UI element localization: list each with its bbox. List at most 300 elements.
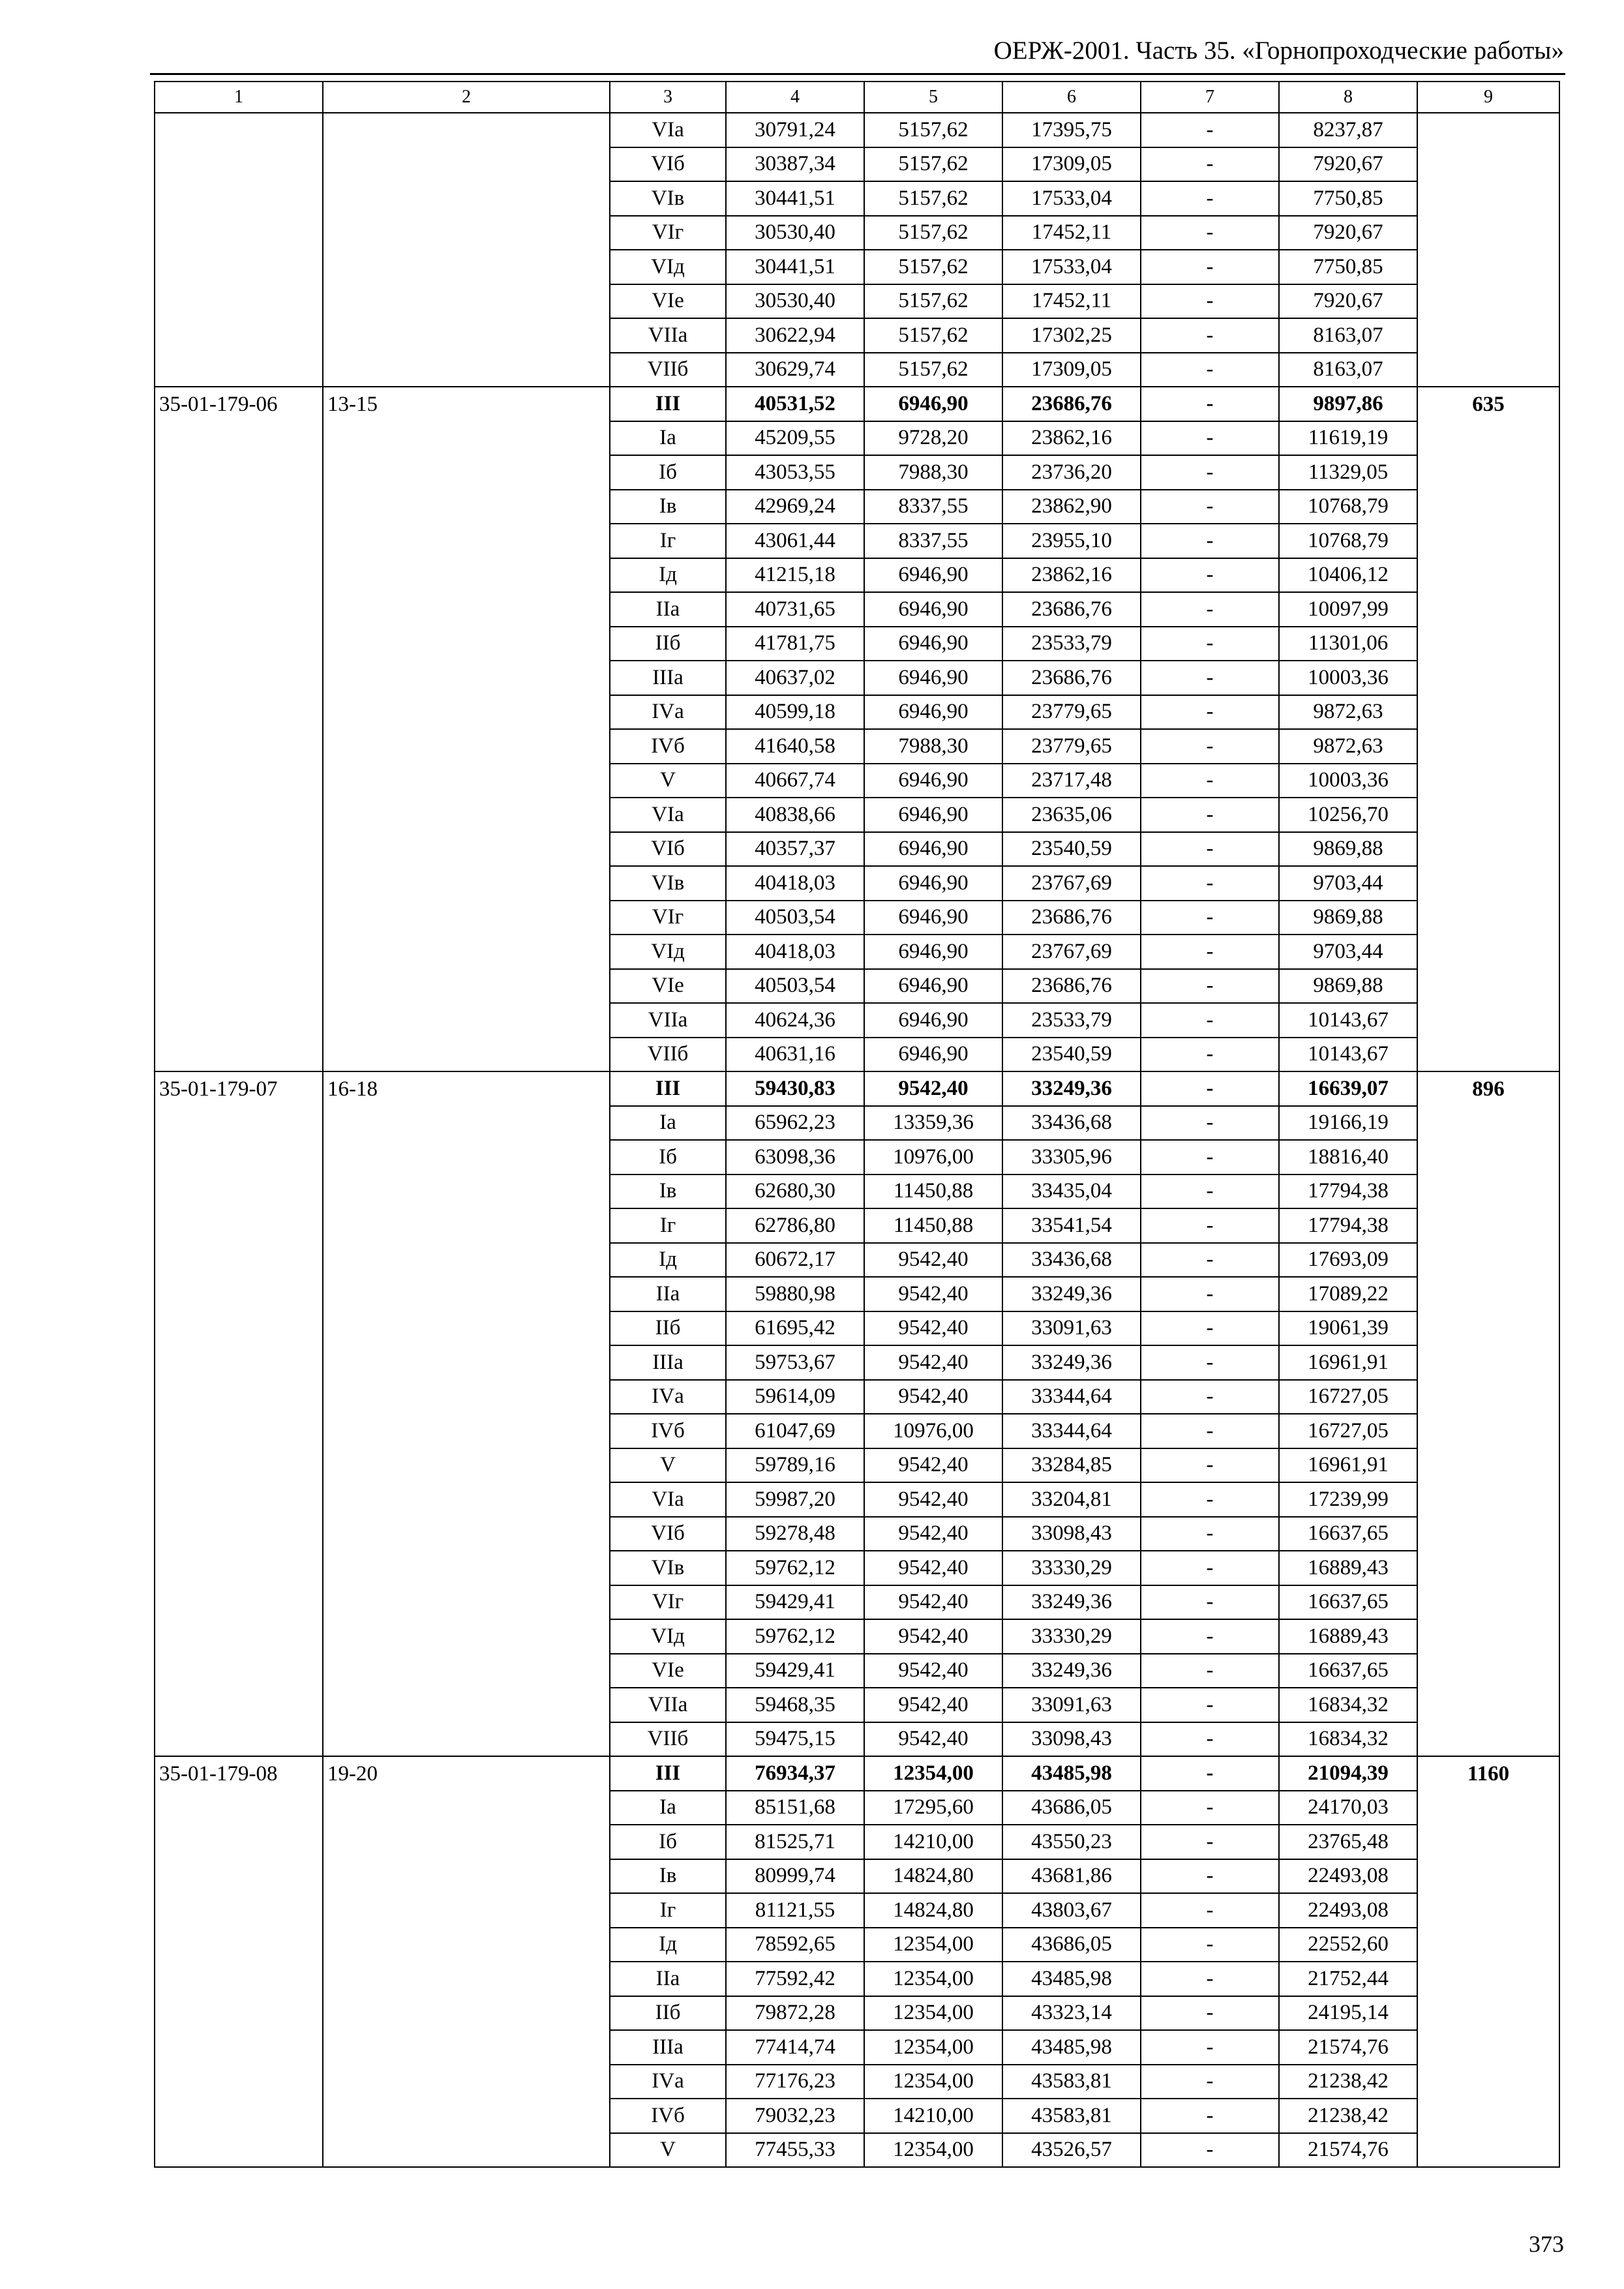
- materials-cost-cell: -: [1141, 387, 1279, 421]
- worker-wages-cell: 10143,67: [1279, 1003, 1417, 1038]
- worker-wages-cell: 19061,39: [1279, 1311, 1417, 1346]
- worker-wages-cell: 22493,08: [1279, 1893, 1417, 1928]
- operator-wages-cell: 6946,90: [864, 661, 1002, 695]
- page-header-title: ОЕРЖ-2001. Часть 35. «Горнопроходческие работы»: [993, 37, 1564, 65]
- labor-total: [1417, 113, 1559, 387]
- operator-wages-cell: 9542,40: [864, 1688, 1002, 1722]
- materials-cost-cell: -: [1141, 1791, 1279, 1825]
- worker-wages-cell: 16834,32: [1279, 1722, 1417, 1757]
- operator-wages-cell: 6946,90: [864, 592, 1002, 627]
- column-number: 5: [864, 82, 1002, 113]
- operator-wages-cell: 5157,62: [864, 181, 1002, 216]
- materials-cost-cell: -: [1141, 1893, 1279, 1928]
- materials-cost-cell: -: [1141, 1825, 1279, 1859]
- condition-code-cell: VIе: [610, 1654, 726, 1688]
- materials-cost-cell: -: [1141, 1551, 1279, 1585]
- operator-wages-cell: 5157,62: [864, 284, 1002, 319]
- table-row: [155, 1071, 1559, 1106]
- direct-costs-cell: 41640,58: [726, 729, 864, 764]
- direct-costs-cell: 59753,67: [726, 1345, 864, 1380]
- direct-costs-cell: 61047,69: [726, 1414, 864, 1448]
- worker-wages-cell: 10406,12: [1279, 558, 1417, 593]
- operator-wages-cell: 14210,00: [864, 1825, 1002, 1859]
- condition-code-cell: VIа: [610, 798, 726, 832]
- norm-code: 35-01-179-08: [155, 1756, 323, 2167]
- operator-wages-cell: 10976,00: [864, 1414, 1002, 1448]
- materials-cost-cell: -: [1141, 2065, 1279, 2099]
- worker-wages-cell: 19166,19: [1279, 1106, 1417, 1141]
- direct-costs-cell: 59475,15: [726, 1722, 864, 1757]
- direct-costs-cell: 40838,66: [726, 798, 864, 832]
- condition-code-cell: VIе: [610, 284, 726, 319]
- direct-costs-cell: 43053,55: [726, 455, 864, 490]
- direct-costs-cell: 59429,41: [726, 1654, 864, 1688]
- norm-code: [155, 113, 323, 387]
- worker-wages-cell: 10256,70: [1279, 798, 1417, 832]
- operator-wages-cell: 12354,00: [864, 2065, 1002, 2099]
- condition-code-cell: IIб: [610, 1996, 726, 2031]
- column-number: 9: [1417, 82, 1559, 113]
- worker-wages-cell: 10097,99: [1279, 592, 1417, 627]
- worker-wages-cell: 24195,14: [1279, 1996, 1417, 2031]
- operator-wages-cell: 7988,30: [864, 455, 1002, 490]
- condition-code-cell: Iв: [610, 490, 726, 524]
- machine-costs-cell: 17452,11: [1002, 216, 1141, 250]
- materials-cost-cell: -: [1141, 832, 1279, 867]
- condition-code-cell: VIIа: [610, 1688, 726, 1722]
- direct-costs-cell: 43061,44: [726, 524, 864, 558]
- operator-wages-cell: 6946,90: [864, 935, 1002, 969]
- worker-wages-cell: 10143,67: [1279, 1038, 1417, 1072]
- worker-wages-cell: 7750,85: [1279, 181, 1417, 216]
- materials-cost-cell: -: [1141, 1654, 1279, 1688]
- direct-costs-cell: 30530,40: [726, 216, 864, 250]
- materials-cost-cell: -: [1141, 524, 1279, 558]
- machine-costs-cell: 33305,96: [1002, 1140, 1141, 1174]
- direct-costs-cell: 30629,74: [726, 353, 864, 387]
- machine-costs-cell: 43583,81: [1002, 2065, 1141, 2099]
- worker-wages-cell: 16889,43: [1279, 1551, 1417, 1585]
- column-number: 7: [1141, 82, 1279, 113]
- machine-costs-cell: 23862,90: [1002, 490, 1141, 524]
- machine-costs-cell: 23767,69: [1002, 935, 1141, 969]
- condition-code-cell: Iд: [610, 1928, 726, 1962]
- condition-code-cell: V: [610, 764, 726, 798]
- direct-costs-cell: 40631,16: [726, 1038, 864, 1072]
- materials-cost-cell: -: [1141, 2133, 1279, 2168]
- worker-wages-cell: 8237,87: [1279, 113, 1417, 147]
- operator-wages-cell: 5157,62: [864, 216, 1002, 250]
- direct-costs-cell: 30791,24: [726, 113, 864, 147]
- condition-code-cell: Iг: [610, 1893, 726, 1928]
- direct-costs-cell: 59614,09: [726, 1380, 864, 1414]
- materials-cost-cell: -: [1141, 1448, 1279, 1483]
- condition-code-cell: VIб: [610, 1517, 726, 1551]
- materials-cost-cell: -: [1141, 1585, 1279, 1620]
- machine-costs-cell: 33249,36: [1002, 1345, 1141, 1380]
- table-row: [155, 113, 1559, 147]
- worker-wages-cell: 22552,60: [1279, 1928, 1417, 1962]
- worker-wages-cell: 21574,76: [1279, 2133, 1417, 2168]
- condition-code-cell: VIIб: [610, 1722, 726, 1757]
- condition-code-cell: VIIа: [610, 1003, 726, 1038]
- operator-wages-cell: 6946,90: [864, 969, 1002, 1004]
- condition-code-cell: VIд: [610, 1619, 726, 1654]
- materials-cost-cell: -: [1141, 592, 1279, 627]
- condition-code-cell: Iб: [610, 1140, 726, 1174]
- condition-code-cell: VIв: [610, 181, 726, 216]
- machine-costs-cell: 33098,43: [1002, 1517, 1141, 1551]
- materials-cost-cell: -: [1141, 113, 1279, 147]
- direct-costs-cell: 62786,80: [726, 1208, 864, 1243]
- operator-wages-cell: 12354,00: [864, 1996, 1002, 2031]
- worker-wages-cell: 9869,88: [1279, 969, 1417, 1004]
- operator-wages-cell: 6946,90: [864, 627, 1002, 661]
- machine-costs-cell: 33344,64: [1002, 1414, 1141, 1448]
- materials-cost-cell: -: [1141, 353, 1279, 387]
- machine-costs-cell: 23540,59: [1002, 832, 1141, 867]
- direct-costs-cell: 85151,68: [726, 1791, 864, 1825]
- machine-costs-cell: 23533,79: [1002, 627, 1141, 661]
- worker-wages-cell: 7920,67: [1279, 216, 1417, 250]
- condition-code-cell: VIIб: [610, 353, 726, 387]
- operator-wages-cell: 6946,90: [864, 558, 1002, 593]
- direct-costs-cell: 79032,23: [726, 2099, 864, 2133]
- column-number: 6: [1002, 82, 1141, 113]
- materials-cost-cell: -: [1141, 1243, 1279, 1278]
- worker-wages-cell: 23765,48: [1279, 1825, 1417, 1859]
- condition-code-cell: VIг: [610, 216, 726, 250]
- direct-costs-cell: 77455,33: [726, 2133, 864, 2168]
- condition-code-cell: IIа: [610, 1277, 726, 1311]
- materials-cost-cell: -: [1141, 318, 1279, 353]
- direct-costs-cell: 45209,55: [726, 421, 864, 456]
- condition-code-cell: VIд: [610, 935, 726, 969]
- condition-code-cell: Iб: [610, 455, 726, 490]
- operator-wages-cell: 12354,00: [864, 1962, 1002, 1996]
- direct-costs-cell: 76934,37: [726, 1756, 864, 1791]
- worker-wages-cell: 21094,39: [1279, 1756, 1417, 1791]
- machine-costs-cell: 33541,54: [1002, 1208, 1141, 1243]
- operator-wages-cell: 13359,36: [864, 1106, 1002, 1141]
- condition-code-cell: IVа: [610, 1380, 726, 1414]
- worker-wages-cell: 16961,91: [1279, 1448, 1417, 1483]
- condition-code-cell: IVб: [610, 1414, 726, 1448]
- materials-cost-cell: -: [1141, 866, 1279, 901]
- worker-wages-cell: 17239,99: [1279, 1482, 1417, 1517]
- direct-costs-cell: 30387,34: [726, 147, 864, 182]
- machine-costs-cell: 33249,36: [1002, 1585, 1141, 1620]
- worker-wages-cell: 8163,07: [1279, 353, 1417, 387]
- machine-costs-cell: 43485,98: [1002, 1756, 1141, 1791]
- machine-costs-cell: 17309,05: [1002, 353, 1141, 387]
- materials-cost-cell: -: [1141, 1722, 1279, 1757]
- direct-costs-cell: 61695,42: [726, 1311, 864, 1346]
- machine-costs-cell: 43686,05: [1002, 1791, 1141, 1825]
- direct-costs-cell: 40599,18: [726, 695, 864, 730]
- direct-costs-cell: 40731,65: [726, 592, 864, 627]
- machine-costs-cell: 33249,36: [1002, 1277, 1141, 1311]
- materials-cost-cell: -: [1141, 421, 1279, 456]
- worker-wages-cell: 16639,07: [1279, 1071, 1417, 1106]
- operator-wages-cell: 6946,90: [864, 832, 1002, 867]
- materials-cost-cell: -: [1141, 490, 1279, 524]
- condition-code-cell: IVа: [610, 2065, 726, 2099]
- direct-costs-cell: 30441,51: [726, 250, 864, 284]
- machine-costs-cell: 23862,16: [1002, 558, 1141, 593]
- worker-wages-cell: 18816,40: [1279, 1140, 1417, 1174]
- worker-wages-cell: 7920,67: [1279, 147, 1417, 182]
- operator-wages-cell: 6946,90: [864, 1003, 1002, 1038]
- table-row: [155, 387, 1559, 421]
- operator-wages-cell: 11450,88: [864, 1208, 1002, 1243]
- materials-cost-cell: -: [1141, 1038, 1279, 1072]
- norm-range: 16-18: [323, 1071, 610, 1756]
- machine-costs-cell: 33435,04: [1002, 1174, 1141, 1209]
- materials-cost-cell: -: [1141, 729, 1279, 764]
- machine-costs-cell: 43550,23: [1002, 1825, 1141, 1859]
- norm-range: 19-20: [323, 1756, 610, 2167]
- machine-costs-cell: 23767,69: [1002, 866, 1141, 901]
- column-number: 8: [1279, 82, 1417, 113]
- condition-code-cell: IVб: [610, 2099, 726, 2133]
- operator-wages-cell: 8337,55: [864, 490, 1002, 524]
- norms-table: [154, 81, 1560, 2168]
- materials-cost-cell: -: [1141, 1414, 1279, 1448]
- direct-costs-cell: 65962,23: [726, 1106, 864, 1141]
- worker-wages-cell: 22493,08: [1279, 1859, 1417, 1894]
- operator-wages-cell: 10976,00: [864, 1140, 1002, 1174]
- condition-code-cell: VIIб: [610, 1038, 726, 1072]
- condition-code-cell: Iа: [610, 421, 726, 456]
- condition-code-cell: IIб: [610, 1311, 726, 1346]
- worker-wages-cell: 16961,91: [1279, 1345, 1417, 1380]
- worker-wages-cell: 9869,88: [1279, 832, 1417, 867]
- condition-code-cell: Iв: [610, 1859, 726, 1894]
- operator-wages-cell: 12354,00: [864, 2030, 1002, 2065]
- direct-costs-cell: 62680,30: [726, 1174, 864, 1209]
- labor-total: 635: [1417, 387, 1559, 1071]
- machine-costs-cell: 23686,76: [1002, 387, 1141, 421]
- header-rule: [150, 73, 1565, 75]
- machine-costs-cell: 43485,98: [1002, 2030, 1141, 2065]
- machine-costs-cell: 17302,25: [1002, 318, 1141, 353]
- condition-code-cell: VIб: [610, 832, 726, 867]
- labor-total: 896: [1417, 1071, 1559, 1756]
- condition-code-cell: Iв: [610, 1174, 726, 1209]
- machine-costs-cell: 17309,05: [1002, 147, 1141, 182]
- condition-code-cell: III: [610, 387, 726, 421]
- machine-costs-cell: 23862,16: [1002, 421, 1141, 456]
- machine-costs-cell: 23686,76: [1002, 592, 1141, 627]
- operator-wages-cell: 6946,90: [864, 866, 1002, 901]
- operator-wages-cell: 5157,62: [864, 147, 1002, 182]
- machine-costs-cell: 43526,57: [1002, 2133, 1141, 2168]
- operator-wages-cell: 17295,60: [864, 1791, 1002, 1825]
- machine-costs-cell: 23686,76: [1002, 661, 1141, 695]
- materials-cost-cell: -: [1141, 2099, 1279, 2133]
- operator-wages-cell: 6946,90: [864, 764, 1002, 798]
- machine-costs-cell: 33091,63: [1002, 1688, 1141, 1722]
- materials-cost-cell: -: [1141, 1003, 1279, 1038]
- operator-wages-cell: 9542,40: [864, 1311, 1002, 1346]
- condition-code-cell: VIг: [610, 901, 726, 935]
- materials-cost-cell: -: [1141, 1106, 1279, 1141]
- operator-wages-cell: 9542,40: [864, 1551, 1002, 1585]
- worker-wages-cell: 7920,67: [1279, 284, 1417, 319]
- worker-wages-cell: 10768,79: [1279, 524, 1417, 558]
- machine-costs-cell: 33330,29: [1002, 1551, 1141, 1585]
- norm-range: [323, 113, 610, 387]
- worker-wages-cell: 17693,09: [1279, 1243, 1417, 1278]
- machine-costs-cell: 23779,65: [1002, 695, 1141, 730]
- condition-code-cell: Iг: [610, 1208, 726, 1243]
- materials-cost-cell: -: [1141, 1071, 1279, 1106]
- machine-costs-cell: 33344,64: [1002, 1380, 1141, 1414]
- direct-costs-cell: 63098,36: [726, 1140, 864, 1174]
- direct-costs-cell: 80999,74: [726, 1859, 864, 1894]
- condition-code-cell: IIа: [610, 592, 726, 627]
- column-number: 4: [726, 82, 864, 113]
- norm-code: 35-01-179-07: [155, 1071, 323, 1756]
- operator-wages-cell: 9542,40: [864, 1380, 1002, 1414]
- operator-wages-cell: 9542,40: [864, 1654, 1002, 1688]
- operator-wages-cell: 7988,30: [864, 729, 1002, 764]
- direct-costs-cell: 30530,40: [726, 284, 864, 319]
- column-number: 1: [155, 82, 323, 113]
- machine-costs-cell: 33098,43: [1002, 1722, 1141, 1757]
- direct-costs-cell: 40357,37: [726, 832, 864, 867]
- machine-costs-cell: 43686,05: [1002, 1928, 1141, 1962]
- operator-wages-cell: 14824,80: [864, 1893, 1002, 1928]
- operator-wages-cell: 12354,00: [864, 1928, 1002, 1962]
- machine-costs-cell: 33249,36: [1002, 1654, 1141, 1688]
- direct-costs-cell: 40503,54: [726, 969, 864, 1004]
- condition-code-cell: Iд: [610, 558, 726, 593]
- worker-wages-cell: 16637,65: [1279, 1585, 1417, 1620]
- machine-costs-cell: 23736,20: [1002, 455, 1141, 490]
- worker-wages-cell: 10768,79: [1279, 490, 1417, 524]
- worker-wages-cell: 11301,06: [1279, 627, 1417, 661]
- operator-wages-cell: 9728,20: [864, 421, 1002, 456]
- page-number: 373: [1529, 2231, 1564, 2257]
- machine-costs-cell: 33284,85: [1002, 1448, 1141, 1483]
- condition-code-cell: VIв: [610, 866, 726, 901]
- materials-cost-cell: -: [1141, 558, 1279, 593]
- worker-wages-cell: 24170,03: [1279, 1791, 1417, 1825]
- condition-code-cell: IIIа: [610, 2030, 726, 2065]
- machine-costs-cell: 43681,86: [1002, 1859, 1141, 1894]
- machine-costs-cell: 23779,65: [1002, 729, 1141, 764]
- operator-wages-cell: 12354,00: [864, 2133, 1002, 2168]
- operator-wages-cell: 9542,40: [864, 1722, 1002, 1757]
- direct-costs-cell: 77176,23: [726, 2065, 864, 2099]
- worker-wages-cell: 9869,88: [1279, 901, 1417, 935]
- condition-code-cell: VIа: [610, 113, 726, 147]
- machine-costs-cell: 33436,68: [1002, 1106, 1141, 1141]
- machine-costs-cell: 33091,63: [1002, 1311, 1141, 1346]
- worker-wages-cell: 17794,38: [1279, 1208, 1417, 1243]
- column-number: 2: [323, 82, 610, 113]
- condition-code-cell: IIIа: [610, 1345, 726, 1380]
- materials-cost-cell: -: [1141, 901, 1279, 935]
- machine-costs-cell: 23955,10: [1002, 524, 1141, 558]
- operator-wages-cell: 5157,62: [864, 353, 1002, 387]
- condition-code-cell: VIд: [610, 250, 726, 284]
- materials-cost-cell: -: [1141, 1688, 1279, 1722]
- direct-costs-cell: 81121,55: [726, 1893, 864, 1928]
- worker-wages-cell: 16727,05: [1279, 1380, 1417, 1414]
- worker-wages-cell: 21752,44: [1279, 1962, 1417, 1996]
- machine-costs-cell: 17395,75: [1002, 113, 1141, 147]
- materials-cost-cell: -: [1141, 695, 1279, 730]
- condition-code-cell: VIв: [610, 1551, 726, 1585]
- condition-code-cell: V: [610, 2133, 726, 2168]
- machine-costs-cell: 17533,04: [1002, 181, 1141, 216]
- operator-wages-cell: 14210,00: [864, 2099, 1002, 2133]
- worker-wages-cell: 9703,44: [1279, 866, 1417, 901]
- operator-wages-cell: 5157,62: [864, 318, 1002, 353]
- worker-wages-cell: 10003,36: [1279, 661, 1417, 695]
- machine-costs-cell: 23717,48: [1002, 764, 1141, 798]
- operator-wages-cell: 8337,55: [864, 524, 1002, 558]
- operator-wages-cell: 6946,90: [864, 695, 1002, 730]
- direct-costs-cell: 30441,51: [726, 181, 864, 216]
- direct-costs-cell: 59987,20: [726, 1482, 864, 1517]
- materials-cost-cell: -: [1141, 1140, 1279, 1174]
- operator-wages-cell: 6946,90: [864, 901, 1002, 935]
- condition-code-cell: III: [610, 1756, 726, 1791]
- condition-code-cell: Iг: [610, 524, 726, 558]
- operator-wages-cell: 9542,40: [864, 1071, 1002, 1106]
- materials-cost-cell: -: [1141, 661, 1279, 695]
- condition-code-cell: VIа: [610, 1482, 726, 1517]
- materials-cost-cell: -: [1141, 1859, 1279, 1894]
- machine-costs-cell: 43583,81: [1002, 2099, 1141, 2133]
- direct-costs-cell: 41215,18: [726, 558, 864, 593]
- materials-cost-cell: -: [1141, 455, 1279, 490]
- condition-code-cell: IIб: [610, 627, 726, 661]
- operator-wages-cell: 5157,62: [864, 250, 1002, 284]
- direct-costs-cell: 59278,48: [726, 1517, 864, 1551]
- machine-costs-cell: 23686,76: [1002, 969, 1141, 1004]
- materials-cost-cell: -: [1141, 1996, 1279, 2031]
- direct-costs-cell: 77414,74: [726, 2030, 864, 2065]
- condition-code-cell: VIб: [610, 147, 726, 182]
- column-number: 3: [610, 82, 726, 113]
- operator-wages-cell: 9542,40: [864, 1517, 1002, 1551]
- direct-costs-cell: 40637,02: [726, 661, 864, 695]
- direct-costs-cell: 81525,71: [726, 1825, 864, 1859]
- norm-code: 35-01-179-06: [155, 387, 323, 1071]
- worker-wages-cell: 17089,22: [1279, 1277, 1417, 1311]
- materials-cost-cell: -: [1141, 798, 1279, 832]
- materials-cost-cell: -: [1141, 284, 1279, 319]
- condition-code-cell: Iд: [610, 1243, 726, 1278]
- worker-wages-cell: 16834,32: [1279, 1688, 1417, 1722]
- operator-wages-cell: 9542,40: [864, 1243, 1002, 1278]
- operator-wages-cell: 6946,90: [864, 798, 1002, 832]
- materials-cost-cell: -: [1141, 1517, 1279, 1551]
- operator-wages-cell: 9542,40: [864, 1585, 1002, 1620]
- materials-cost-cell: -: [1141, 147, 1279, 182]
- materials-cost-cell: -: [1141, 1345, 1279, 1380]
- direct-costs-cell: 79872,28: [726, 1996, 864, 2031]
- worker-wages-cell: 7750,85: [1279, 250, 1417, 284]
- worker-wages-cell: 16637,65: [1279, 1654, 1417, 1688]
- worker-wages-cell: 16727,05: [1279, 1414, 1417, 1448]
- condition-code-cell: VIIа: [610, 318, 726, 353]
